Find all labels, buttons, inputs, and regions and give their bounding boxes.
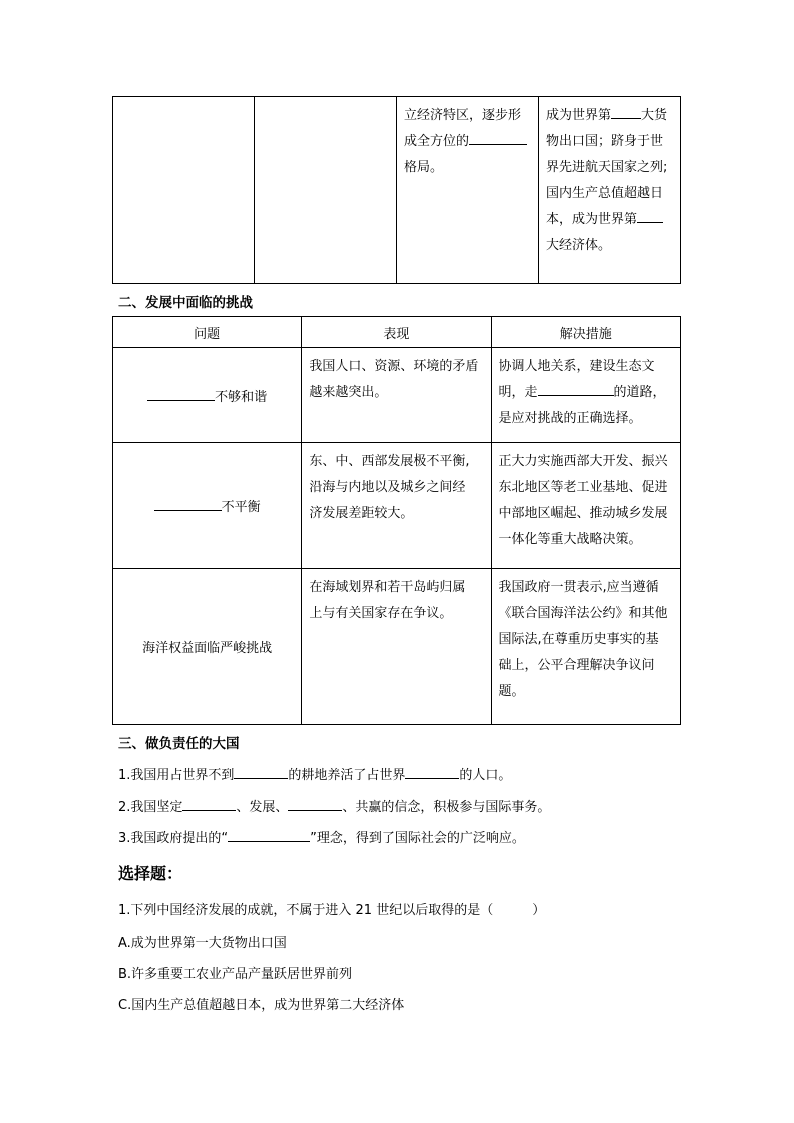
problem-cell	[113, 348, 302, 443]
fill-item-1	[118, 764, 511, 783]
cell-line: 础上，公平合理解决争议问	[498, 658, 655, 673]
cell-line: 东、中、西部发展极不平衡,	[309, 454, 470, 469]
table-cell-empty-2	[255, 97, 397, 284]
cell-text: 大货	[641, 108, 668, 123]
option-a[interactable]: A.成为世界第一大货物出口国	[118, 936, 287, 951]
cell-line: 国内生产总值超越日	[546, 186, 664, 201]
fill-blank[interactable]	[611, 104, 641, 119]
challenges-table	[112, 316, 681, 725]
cell-text: 明，走	[498, 385, 538, 400]
cell-line: 国际法,在尊重历史事实的基	[498, 632, 659, 647]
cell-line: 立经济特区，逐步形	[404, 108, 522, 123]
cell-line: 上与有关国家存在争议。	[309, 606, 453, 621]
choice-section-title: 选择题：	[118, 864, 183, 883]
cell-line: 题。	[498, 684, 525, 699]
table-row	[113, 97, 681, 284]
item-text: 的人口。	[459, 768, 512, 783]
fill-blank[interactable]	[154, 496, 222, 511]
header-problem: 问题	[113, 317, 302, 348]
manifest-cell	[302, 569, 491, 725]
cell-line: 格局。	[404, 160, 444, 175]
cell-line: 大经济体。	[546, 238, 612, 253]
achievements-table-continuation	[112, 96, 681, 284]
cell-line: 《联合国海洋法公约》和其他	[498, 606, 668, 621]
table-row	[113, 443, 681, 569]
cell-line	[546, 103, 673, 129]
option-b[interactable]: B.许多重要工农业产品产量跃居世界前列	[118, 967, 353, 982]
section-title-challenges: 二、发展中面临的挑战	[118, 295, 253, 311]
problem-cell: 海洋权益面临严峻挑战	[113, 569, 302, 725]
cell-line: 是应对挑战的正确选择。	[498, 411, 642, 426]
fill-blank[interactable]	[182, 796, 236, 811]
problem-text: 不够和谐	[215, 389, 268, 405]
cell-line: 物出口国；跻身于世	[546, 134, 664, 149]
fill-blank[interactable]	[288, 796, 342, 811]
item-text: 2.我国坚定	[118, 800, 183, 815]
measure-cell	[491, 348, 680, 443]
cell-line: 济发展差距较大。	[309, 506, 414, 521]
cell-line: 我国人口、资源、环境的矛盾	[309, 359, 479, 374]
item-text: 3.我国政府提出的“	[118, 831, 229, 846]
item-text: 、发展、	[236, 800, 289, 815]
problem-text: 不平衡	[221, 500, 261, 515]
cell-line	[404, 129, 531, 155]
question-1: 1.下列中国经济发展的成就，不属于进入 21 世纪以后取得的是（ ）	[118, 903, 546, 918]
cell-line	[546, 207, 673, 233]
fill-blank[interactable]	[538, 381, 614, 396]
cell-line: 一体化等重大战略决策。	[498, 532, 642, 547]
section-title-responsible-power: 三、做负责任的大国	[118, 736, 240, 752]
item-text: ”理念，得到了国际社会的广泛响应。	[310, 831, 525, 846]
fill-blank[interactable]	[228, 827, 310, 842]
header-measures: 解决措施	[491, 317, 680, 348]
measure-cell	[491, 569, 680, 725]
item-text: 、共赢的信念，积极参与国际事务。	[342, 800, 551, 815]
fill-blank[interactable]	[234, 764, 288, 779]
fill-item-3	[118, 827, 525, 846]
cell-text: 成为世界第	[546, 108, 612, 123]
cell-line: 界先进航天国家之列;	[546, 160, 668, 175]
cell-text: 成全方位的	[404, 134, 470, 149]
manifest-cell	[302, 348, 491, 443]
item-text: 的耕地养活了占世界	[288, 768, 406, 783]
cell-line: 正大力实施西部大开发、振兴	[498, 454, 668, 469]
measure-cell	[491, 443, 680, 569]
problem-cell	[113, 443, 302, 569]
cell-line: 我国政府一贯表示,应当遵循	[498, 580, 659, 595]
cell-line: 协调人地关系，建设生态文	[498, 359, 655, 374]
cell-text: 本，成为世界第	[546, 212, 638, 227]
cell-line: 东北地区等老工业基地、促进	[498, 480, 668, 495]
fill-item-2	[118, 796, 550, 815]
cell-text: 的道路，	[613, 385, 666, 400]
cell-line: 沿海与内地以及城乡之间经	[309, 480, 466, 495]
cell-line: 中部地区崛起、推动城乡发展	[498, 506, 668, 521]
cell-line: 在海域划界和若干岛屿归属	[309, 580, 466, 595]
cell-line: 越来越突出。	[309, 385, 388, 400]
table-row	[113, 348, 681, 443]
fill-blank[interactable]	[147, 386, 215, 401]
manifest-cell	[302, 443, 491, 569]
table-cell-opening-up	[397, 97, 539, 284]
fill-blank[interactable]	[405, 764, 459, 779]
item-text: 1.我国用占世界不到	[118, 768, 235, 783]
cell-line	[499, 380, 673, 406]
table-header-row	[113, 317, 681, 348]
table-cell-empty-1	[113, 97, 255, 284]
fill-blank[interactable]	[469, 130, 527, 145]
option-c[interactable]: C.国内生产总值超越日本，成为世界第二大经济体	[118, 998, 405, 1013]
table-row	[113, 569, 681, 725]
header-manifestation: 表现	[302, 317, 491, 348]
table-cell-achievements	[539, 97, 681, 284]
fill-blank[interactable]	[637, 208, 663, 223]
